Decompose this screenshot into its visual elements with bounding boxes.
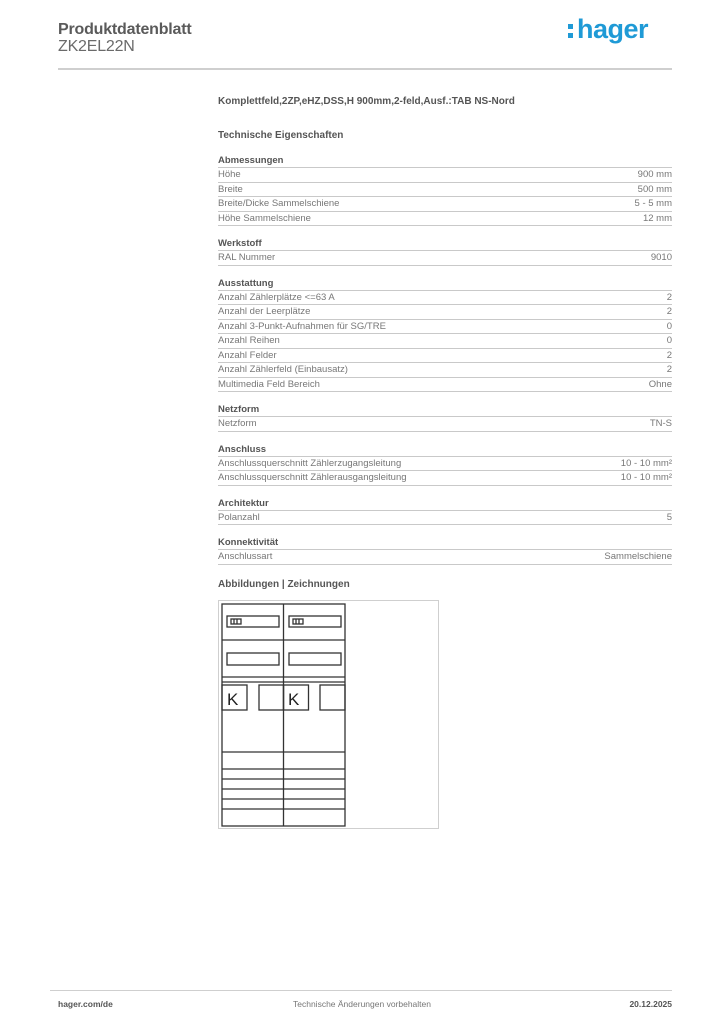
logo-dots-icon	[568, 19, 574, 39]
group-title: Netzform	[218, 403, 672, 417]
spec-group	[218, 154, 672, 226]
spec-row	[218, 511, 672, 526]
spec-label: Anzahl Reihen	[218, 335, 280, 346]
group-title: Ausstattung	[218, 277, 672, 291]
spec-label: Anschlussquerschnitt Zählerzugangsleitung	[218, 457, 402, 469]
spec-group	[218, 497, 672, 526]
spec-label: Netzform	[218, 418, 257, 429]
spec-group	[218, 536, 672, 565]
figures-title: Abbildungen | Zeichnungen	[218, 579, 350, 590]
spec-row	[218, 212, 672, 227]
spec-value: 10 - 10 mm²	[620, 457, 672, 469]
spec-groups	[218, 154, 672, 565]
spec-label: Anzahl Felder	[218, 349, 277, 361]
spec-label: Polanzahl	[218, 511, 260, 523]
drawing-frame	[218, 600, 439, 829]
spec-row	[218, 349, 672, 364]
spec-value: Sammelschiene	[604, 551, 672, 562]
spec-row	[218, 334, 672, 349]
footer-website-link[interactable]: hager.com/de	[58, 999, 113, 1009]
spec-value: 12 mm	[642, 212, 672, 224]
spec-value: 10 - 10 mm²	[620, 472, 672, 483]
logo-text: hager	[577, 14, 649, 44]
header-title: Produktdatenblatt	[58, 21, 192, 38]
k-label-1: K	[227, 690, 239, 709]
footer-date: 20.12.2025	[629, 999, 672, 1009]
footer-divider	[50, 990, 672, 991]
product-code: ZK2EL22N	[58, 38, 135, 55]
spec-value: Ohne	[648, 378, 672, 390]
spec-row	[218, 320, 672, 335]
spec-label: Anschlussquerschnitt Zählerausgangsleitung	[218, 472, 407, 483]
spec-row	[218, 417, 672, 432]
spec-value: 2	[666, 291, 672, 303]
spec-label: Anzahl der Leerplätze	[218, 306, 311, 317]
spec-row	[218, 168, 672, 183]
spec-row	[218, 197, 672, 212]
spec-row	[218, 291, 672, 306]
spec-content	[218, 95, 672, 565]
k-label-2: K	[288, 690, 300, 709]
spec-row	[218, 183, 672, 198]
spec-label: RAL Nummer	[218, 252, 276, 263]
spec-label: Anzahl 3-Punkt-Aufnahmen für SG/TRE	[218, 320, 386, 332]
spec-value: TN-S	[649, 418, 672, 429]
group-title: Abmessungen	[218, 154, 672, 168]
spec-row	[218, 363, 672, 378]
spec-label: Multimedia Feld Bereich	[218, 378, 320, 390]
spec-value: 9010	[650, 252, 672, 263]
spec-row	[218, 378, 672, 393]
spec-value: 500 mm	[637, 183, 672, 195]
spec-value: 5	[666, 511, 672, 523]
spec-label: Anzahl Zählerfeld (Einbausatz)	[218, 364, 348, 375]
spec-label: Anschlussart	[218, 551, 273, 562]
spec-group	[218, 403, 672, 432]
spec-group	[218, 277, 672, 393]
spec-value: 0	[666, 335, 672, 346]
spec-group	[218, 443, 672, 486]
spec-row	[218, 457, 672, 472]
spec-value: 0	[666, 320, 672, 332]
header-divider	[58, 68, 672, 70]
spec-row	[218, 305, 672, 320]
group-title: Architektur	[218, 497, 672, 511]
product-description: Komplettfeld,2ZP,eHZ,DSS,H 900mm,2-feld,Ausf.:TAB NS-Nord	[218, 96, 515, 107]
spec-value: 2	[666, 364, 672, 375]
brand-logo[interactable]	[568, 14, 648, 45]
cabinet-drawing	[219, 601, 438, 828]
spec-label: Breite	[218, 183, 243, 195]
spec-value: 900 mm	[637, 169, 672, 180]
spec-label: Breite/Dicke Sammelschiene	[218, 198, 340, 209]
spec-row	[218, 251, 672, 266]
spec-value: 2	[666, 349, 672, 361]
group-title: Konnektivität	[218, 536, 672, 550]
group-title: Werkstoff	[218, 237, 672, 251]
spec-label: Anzahl Zählerplätze <=63 A	[218, 291, 335, 303]
spec-row	[218, 471, 672, 486]
group-title: Anschluss	[218, 443, 672, 457]
spec-label: Höhe Sammelschiene	[218, 212, 311, 224]
spec-value: 2	[666, 306, 672, 317]
spec-group	[218, 237, 672, 266]
footer-notice: Technische Änderungen vorbehalten	[293, 999, 431, 1009]
spec-label: Höhe	[218, 169, 241, 180]
spec-row	[218, 550, 672, 565]
tech-properties-title: Technische Eigenschaften	[218, 130, 344, 141]
spec-value: 5 - 5 mm	[634, 198, 672, 209]
